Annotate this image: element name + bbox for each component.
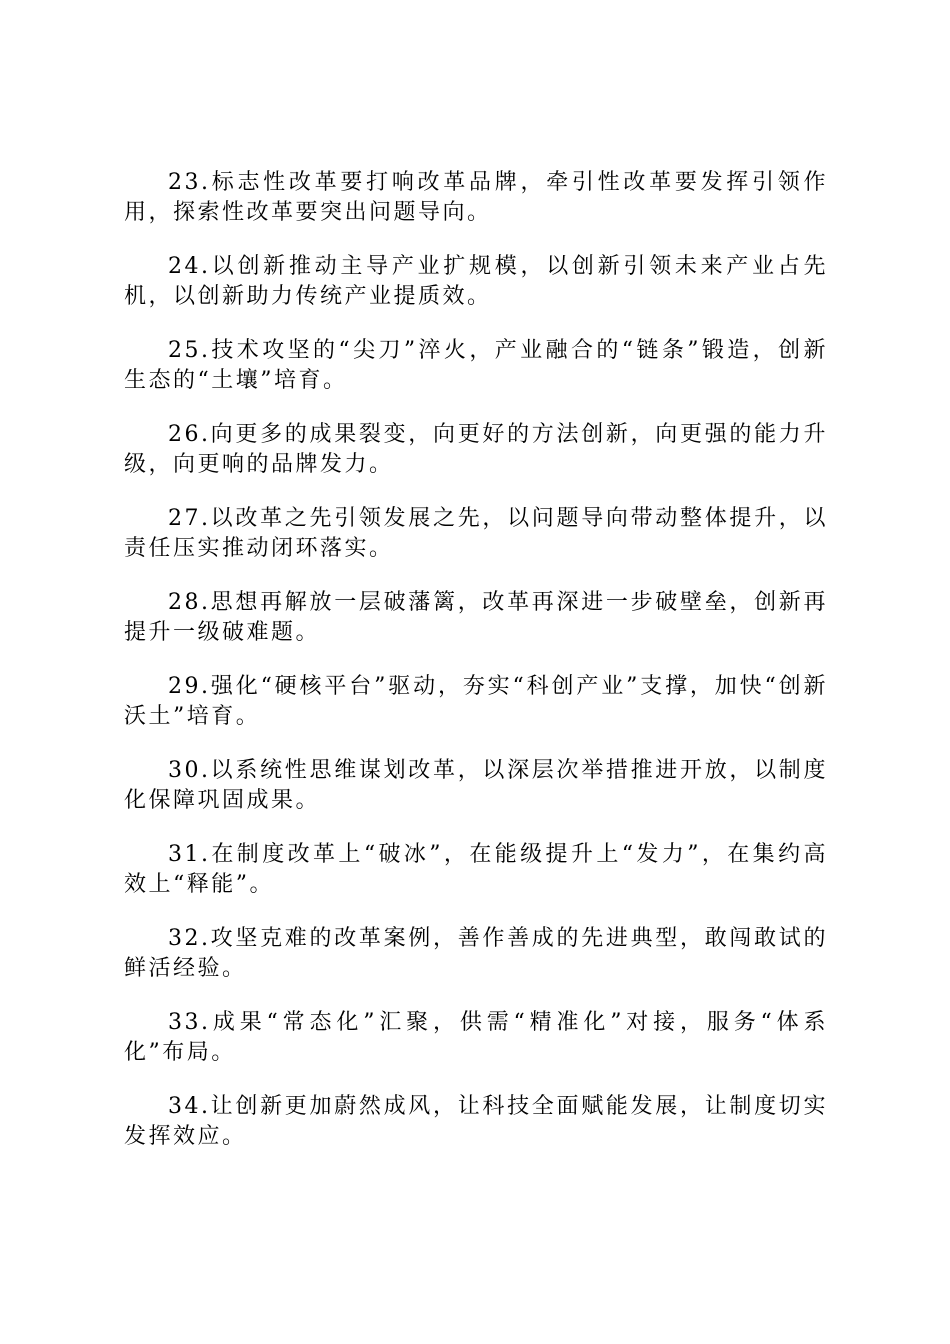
- paragraph-25: 25.技术攻坚的“尖刀”淬火，产业融合的“链条”锻造，创新生态的“土壤”培育。: [124, 338, 828, 393]
- paragraph-29: 29.强化“硬核平台”驱动，夯实“科创产业”支撑，加快“创新沃土”培育。: [124, 674, 828, 729]
- paragraph-31: 31.在制度改革上“破冰”，在能级提升上“发力”，在集约高效上“释能”。: [124, 842, 828, 897]
- paragraph-28: 28.思想再解放一层破藩篱，改革再深进一步破壁垒，创新再提升一级破难题。: [124, 590, 828, 645]
- paragraph-30: 30.以系统性思维谋划改革，以深层次举措推进开放，以制度化保障巩固成果。: [124, 758, 828, 813]
- paragraph-32: 32.攻坚克难的改革案例，善作善成的先进典型，敢闯敢试的鲜活经验。: [124, 926, 828, 981]
- paragraph-23: 23.标志性改革要打响改革品牌，牵引性改革要发挥引领作用，探索性改革要突出问题导向。: [124, 170, 828, 225]
- paragraph-33: 33.成果“常态化”汇聚，供需“精准化”对接，服务“体系化”布局。: [124, 1010, 828, 1065]
- paragraph-27: 27.以改革之先引领发展之先，以问题导向带动整体提升，以责任压实推动闭环落实。: [124, 506, 828, 561]
- paragraph-26: 26.向更多的成果裂变，向更好的方法创新，向更强的能力升级，向更响的品牌发力。: [124, 422, 828, 477]
- document-page: [124, 168, 828, 1176]
- paragraph-34: 34.让创新更加蔚然成风，让科技全面赋能发展，让制度切实发挥效应。: [124, 1094, 828, 1149]
- paragraph-24: 24.以创新推动主导产业扩规模，以创新引领未来产业占先机，以创新助力传统产业提质效。: [124, 254, 828, 309]
